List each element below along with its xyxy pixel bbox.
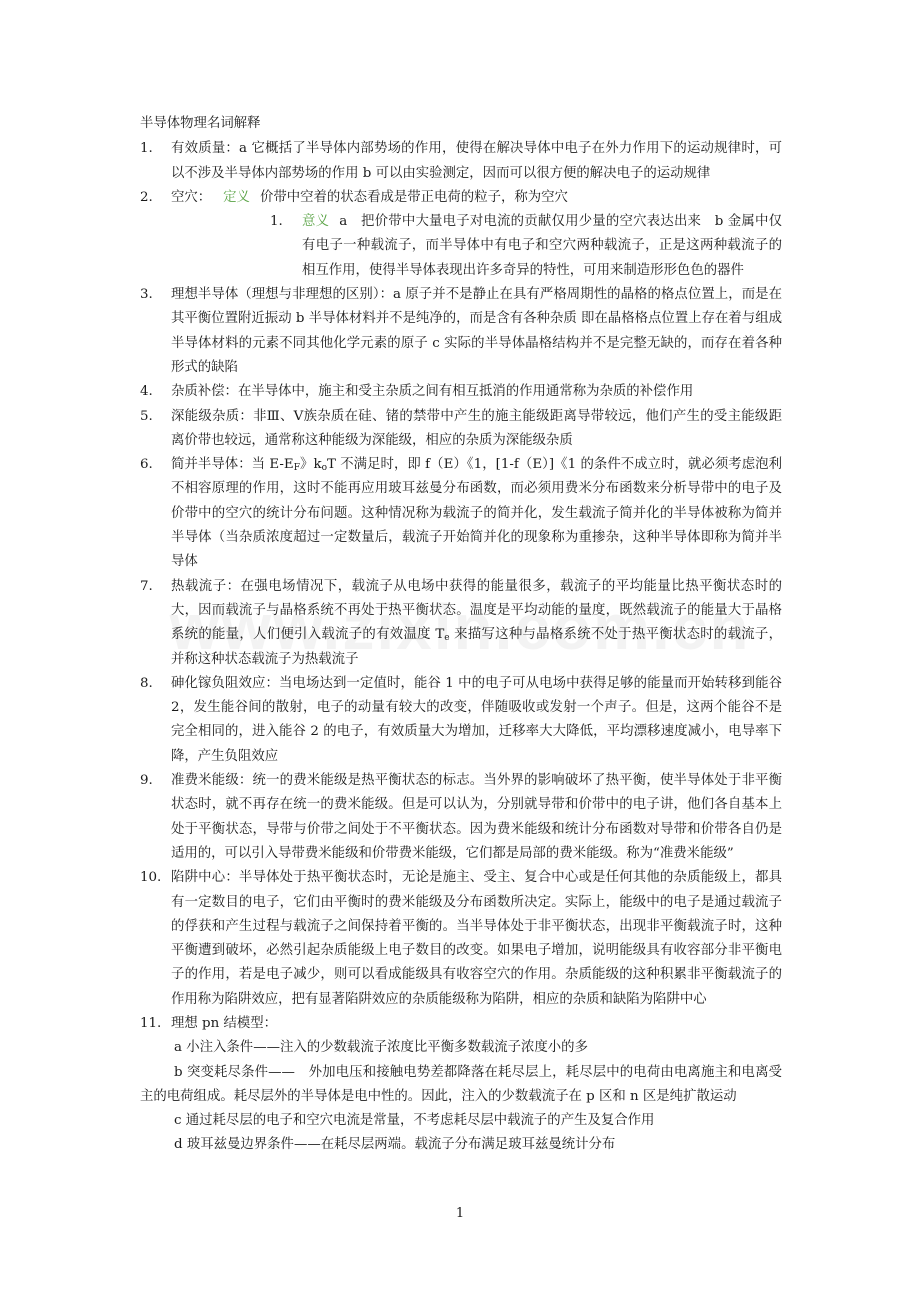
item-text-part: T 不满足时，即 f（E）《1，[1-f（E）]《1 的条件不成立时，就必须考虑泡利不相容原理的作用，这时不能再应用玻耳兹曼分布函数，而必须用费米分布函数来分析导带中的电子及价带中的空穴的统计分布问题。这种情况称为载流子的简并化，发生载流子简并化的半导体被称为简并半导体（当杂质浓度超过一定数量后，载流子开始简并化的现象称为重掺杂，这种半导体即称为简并半导体 <box>171 457 782 570</box>
item-text-part: 来描写这种与晶格系统不处于热平衡状态时的载流子，并称这种状态载流子为热载流子 <box>171 627 782 667</box>
item-text-part: 简并半导体：当 E-E <box>171 457 294 473</box>
item-text: 砷化镓负阻效应：当电场达到一定值时，能谷 1 中的电子可从电场中获得足够的能量而开始转移到能谷 2，发生能谷间的散射，电子的动量有较大的改变，伴随吸收或发射一个声子。但是，这两个能谷不是完全相同的，进入能谷 2 的电子，有效质量大为增加，迁移率大大降低，平均漂移速度减小，电导率下降，产生负阻效应 <box>171 675 782 764</box>
list-item-4 <box>140 380 782 404</box>
list-item-8 <box>140 672 782 769</box>
item-number: 1. <box>140 141 153 157</box>
list-item-10 <box>140 866 782 1012</box>
item-number: 9. <box>140 773 153 789</box>
sub-item-number: 1. <box>270 214 283 230</box>
item-text-part: 热载流子：在强电场情况下，载流子从电场中获得的能量很多，载流子的平均能量比热平衡状态时的大，因而载流子与晶格系统不再处于热平衡状态。温度是平均动能的量度，既然载流子的能量大于晶格系统的能量，人们便引入载流子的有效温度 T <box>171 578 782 643</box>
item-number: 5. <box>140 408 153 424</box>
item-number: 8. <box>140 675 153 691</box>
definition-label: 定义 <box>223 189 250 205</box>
item-text: 理想半导体（理想与非理想的区别）：a 原子并不是静止在具有严格周期性的晶格的格点位置上，而是在其平衡位置附近振动 b 半导体材料并不是纯净的，而是含有各种杂质 即在晶格格点位置上存在着与组成半导体材料的元素不同其他化学元素的原子 c 实际的半导体晶格结构并不是完整无缺的，而存在着各种形式的缺陷 <box>171 287 782 375</box>
list-item-9 <box>140 769 782 866</box>
item-text: 有效质量：a 它概括了半导体内部势场的作用，使得在解决导体中电子在外力作用下的运动规律时，可以不涉及半导体内部势场的作用 b 可以由实验测定，因而可以很方便的解决电子的运动规律 <box>171 141 782 181</box>
item-number: 3. <box>140 287 153 303</box>
item-text: 深能级杂质：非Ⅲ、Ⅴ族杂质在硅、锗的禁带中产生的施主能级距离导带较远，他们产生的受主能级距离价带也较远，通常称这种能级为深能级，相应的杂质为深能级杂质 <box>171 408 782 448</box>
document-title: 半导体物理名词解释 <box>140 116 261 131</box>
item-text: 杂质补偿：在半导体中，施主和受主杂质之间有相互抵消的作用通常称为杂质的补偿作用 <box>171 384 694 400</box>
item-number: 6. <box>140 457 153 473</box>
pn-model-d: d 玻耳兹曼边界条件——在耗尽层两端。载流子分布满足玻耳兹曼统计分布 <box>174 1137 616 1153</box>
page-number: 1 <box>455 1206 465 1221</box>
meaning-label: 意义 <box>302 214 330 230</box>
list-item-2 <box>140 186 782 210</box>
pn-model-b: b 突变耗尽条件—— 外加电压和接触电势差都降落在耗尽层上，耗尽层中的电荷由电离施主和电离受主的电荷组成。耗尽层外的半导体是电中性的。因此，注入的少数载流子在 p 区和 n 区是纯扩散运动 <box>140 1064 782 1104</box>
subscript-f: F <box>293 463 300 474</box>
pn-model-c: c 通过耗尽层的电子和空穴电流是常量，不考虑耗尽层中载流子的产生及复合作用 <box>174 1113 655 1129</box>
sub-item-text: a 把价带中大量电子对电流的贡献仅用少量的空穴表达出来 b 金属中仅有电子一种载流子，而半导体中有电子和空穴两种载流子，正是这两种载流子的相互作用，使得半导体表现出许多奇异的特性，可用来制造形形色色的器件 <box>302 214 783 278</box>
list-item-5 <box>140 405 782 454</box>
document-body <box>140 112 782 1158</box>
pn-model-a: a 小注入条件——注入的少数载流子浓度比平衡多数载流子浓度小的多 <box>174 1040 588 1056</box>
item-text: 陷阱中心：半导体处于热平衡状态时，无论是施主、受主、复合中心或是任何其他的杂质能级上，都具有一定数目的电子，它们由平衡时的费米能级及分布函数所决定。实际上，能级中的电子是通过载流子的俘获和产生过程与载流子之间保持着平衡的。当半导体处于非平衡状态，出现非平衡载流子时，这种平衡遭到破坏，必然引起杂质能级上电子数目的改变。如果电子增加，说明能级具有收容部分非平衡电子的作用，若是电子减少，则可以看成能级具有收容空穴的作用。杂质能级的这种积累非平衡载流子的作用称为陷阱效应，把有显著陷阱效应的杂质能级称为陷阱，相应的杂质和缺陷为陷阱中心 <box>171 870 782 1007</box>
subscript-e: e <box>444 633 450 644</box>
list-item-1 <box>140 137 782 186</box>
item-lead: 空穴： <box>171 189 212 205</box>
item-text-part: 》k <box>299 457 322 473</box>
item-number: 11. <box>140 1015 162 1031</box>
item-text: 理想 pn 结模型： <box>171 1015 278 1031</box>
sub-list-item-1 <box>270 210 782 283</box>
list-item-3 <box>140 283 782 380</box>
item-number: 7. <box>140 578 153 594</box>
subscript-o: o <box>321 463 327 474</box>
list-item-6 <box>140 453 782 574</box>
item-number: 4. <box>140 384 153 400</box>
item-text: 准费米能级：统一的费米能级是热平衡状态的标志。当外界的影响破坏了热平衡，使半导体处于非平衡状态时，就不再存在统一的费米能级。但是可以认为，分别就导带和价带中的电子讲，他们各自基本上处于平衡状态，导带与价带之间处于不平衡状态。因为费米能级和统计分布函数对导带和价带各自仍是适用的，可以引入导带费米能级和价带费米能级，它们都是局部的费米能级。称为“准费米能级” <box>171 773 782 861</box>
item-text: 价带中空着的状态看成是带正电荷的粒子，称为空穴 <box>259 189 568 205</box>
list-item-11 <box>140 1012 782 1036</box>
list-item-7 <box>140 575 782 672</box>
item-number: 2. <box>140 189 153 205</box>
item-number: 10. <box>140 870 162 886</box>
